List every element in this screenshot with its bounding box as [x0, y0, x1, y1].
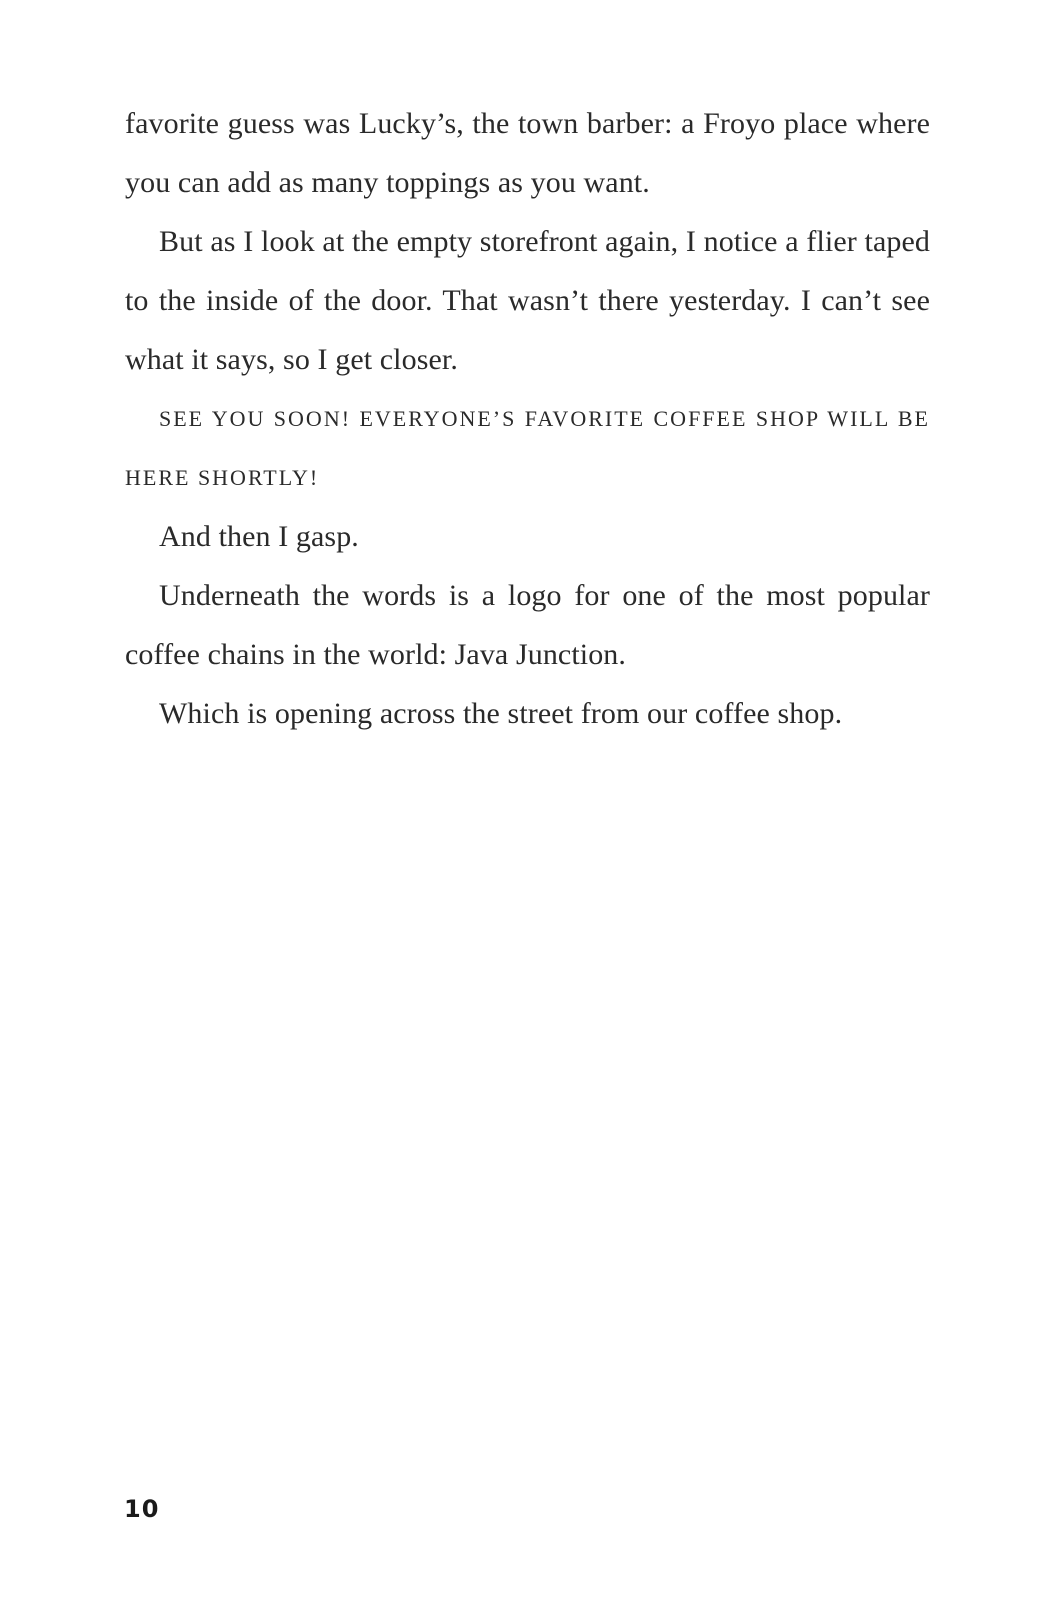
paragraph-opening: Which is opening across the street from our coffee shop.	[159, 697, 843, 730]
page-number: 10	[124, 1495, 160, 1523]
body-text	[125, 94, 930, 743]
paragraph-logo: Underneath the words is a logo for one of the most popular coffee chains in the world: Java Junction.	[125, 579, 930, 671]
flier-sign-text: SEE YOU SOON! EVERYONE’S FAVORITE COFFEE SHOP WILL BE HERE SHORTLY!	[125, 406, 930, 490]
paragraph-continuation: favorite guess was Lucky’s, the town barber: a Froyo place where you can add as many toppings as you want.	[125, 107, 930, 199]
paragraph-flier: But as I look at the empty storefront again, I notice a flier taped to the inside of the door. That wasn’t there yesterday. I can’t see what it says, so I get closer.	[125, 225, 930, 376]
paragraph-gasp: And then I gasp.	[159, 520, 359, 553]
